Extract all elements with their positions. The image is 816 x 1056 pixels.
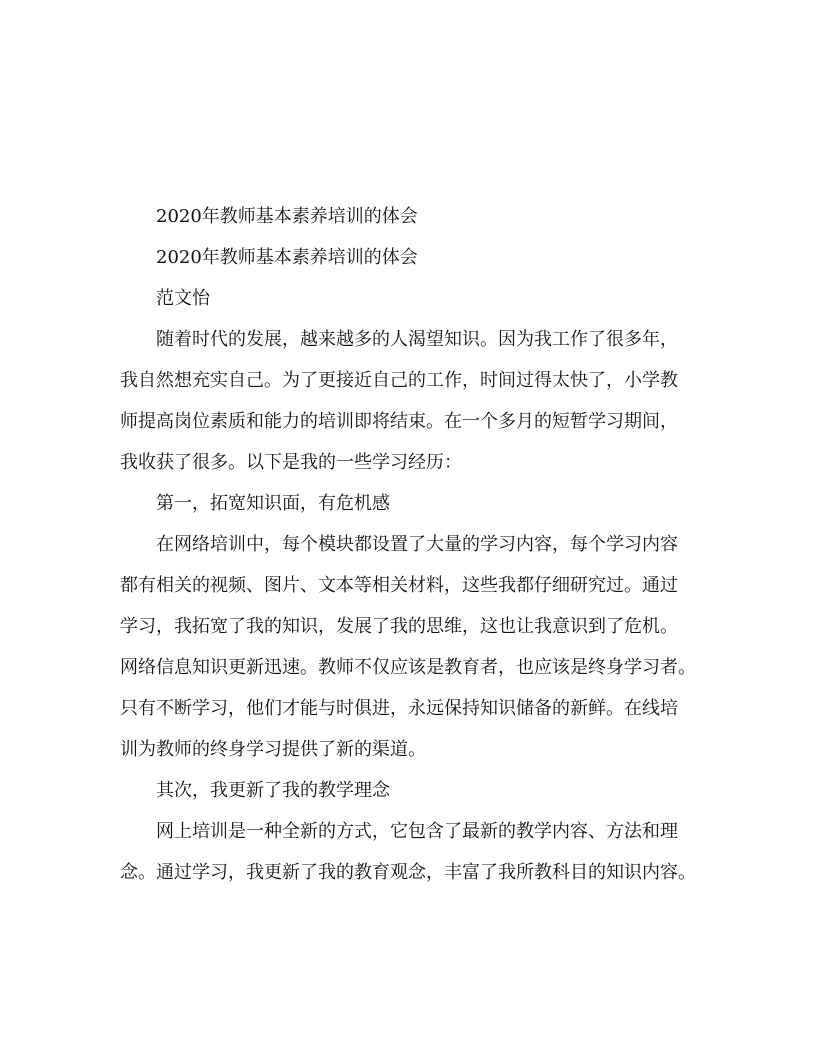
paragraph-line: 我收获了很多。以下是我的一些学习经历： [120,452,462,473]
document-subtitle: 2020年教师基本素养培训的体会 [156,247,418,268]
paragraph-line: 都有相关的视频、图片、文本等相关材料，这些我都仔细研究过。通过 [120,575,678,596]
paragraph-2 [120,524,700,770]
document-page [120,196,700,893]
section-heading-1: 第一，拓宽知识面，有危机感 [156,493,390,514]
paragraph-line: 只有不断学习，他们才能与时俱进，永远保持知识储备的新鲜。在线培 [120,698,678,719]
paragraph-line: 网络信息知识更新迅速。教师不仅应该是教育者，也应该是终身学习者。 [120,657,696,678]
paragraph-line: 在网络培训中，每个模块都设置了大量的学习内容，每个学习内容 [156,534,678,555]
document-author: 范文怡 [156,288,210,309]
paragraph-line: 随着时代的发展，越来越多的人渴望知识。因为我工作了很多年， [156,329,678,350]
paragraph-line: 网上培训是一种全新的方式，它包含了最新的教学内容、方法和理 [156,821,678,842]
paragraph-1 [120,319,700,483]
document-title: 2020年教师基本素养培训的体会 [156,206,418,227]
paragraph-line: 师提高岗位素质和能力的培训即将结束。在一个多月的短暂学习期间， [120,411,678,432]
section-heading-2: 其次，我更新了我的教学理念 [156,780,390,801]
paragraph-line: 学习，我拓宽了我的知识，发展了我的思维，这也让我意识到了危机。 [120,616,678,637]
paragraph-line: 我自然想充实自己。为了更接近自己的工作，时间过得太快了，小学教 [120,370,678,391]
paragraph-line: 训为教师的终身学习提供了新的渠道。 [120,739,426,760]
paragraph-3 [120,811,700,893]
paragraph-line: 念。通过学习，我更新了我的教育观念，丰富了我所教科目的知识内容。 [120,862,696,883]
